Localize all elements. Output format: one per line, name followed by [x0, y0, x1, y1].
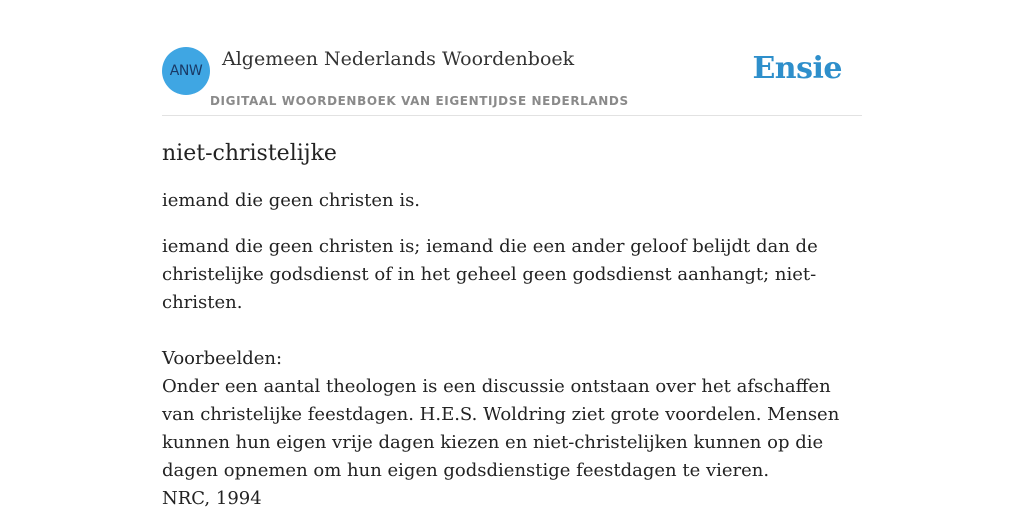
anw-logo-text: ANW	[169, 63, 203, 79]
site-subtitle: DIGITAAL WOORDENBOEK VAN EIGENTIJDSE NEDERLANDS	[210, 94, 629, 108]
examples-section	[162, 345, 862, 512]
examples-label: Voorbeelden:	[162, 348, 283, 369]
long-definition: iemand die geen christen is; iemand die een ander geloof belijdt dan de christelijke godsdienst of in het geheel geen godsdienst aanhangt; niet-christen.	[162, 236, 818, 313]
example-source: NRC, 1994	[162, 488, 262, 509]
site-header	[162, 47, 862, 116]
site-title[interactable]: Algemeen Nederlands Woordenboek	[222, 48, 575, 70]
entry-content	[162, 138, 862, 512]
example-text: Onder een aantal theologen is een discussie ontstaan over het afschaffen van christelijke feestdagen. H.E.S. Woldring ziet grote voordelen. Mensen kunnen hun eigen vrije dagen kiezen en niet-christelijken kunnen op die dagen opnemen om hun eigen godsdienstige feestdagen te vieren.	[162, 376, 840, 481]
short-definition: iemand die geen christen is.	[162, 190, 421, 211]
entry-headword: niet-christelijke	[162, 141, 337, 166]
anw-logo[interactable]	[162, 47, 210, 95]
ensie-brand-logo[interactable]: Ensie	[752, 51, 842, 86]
